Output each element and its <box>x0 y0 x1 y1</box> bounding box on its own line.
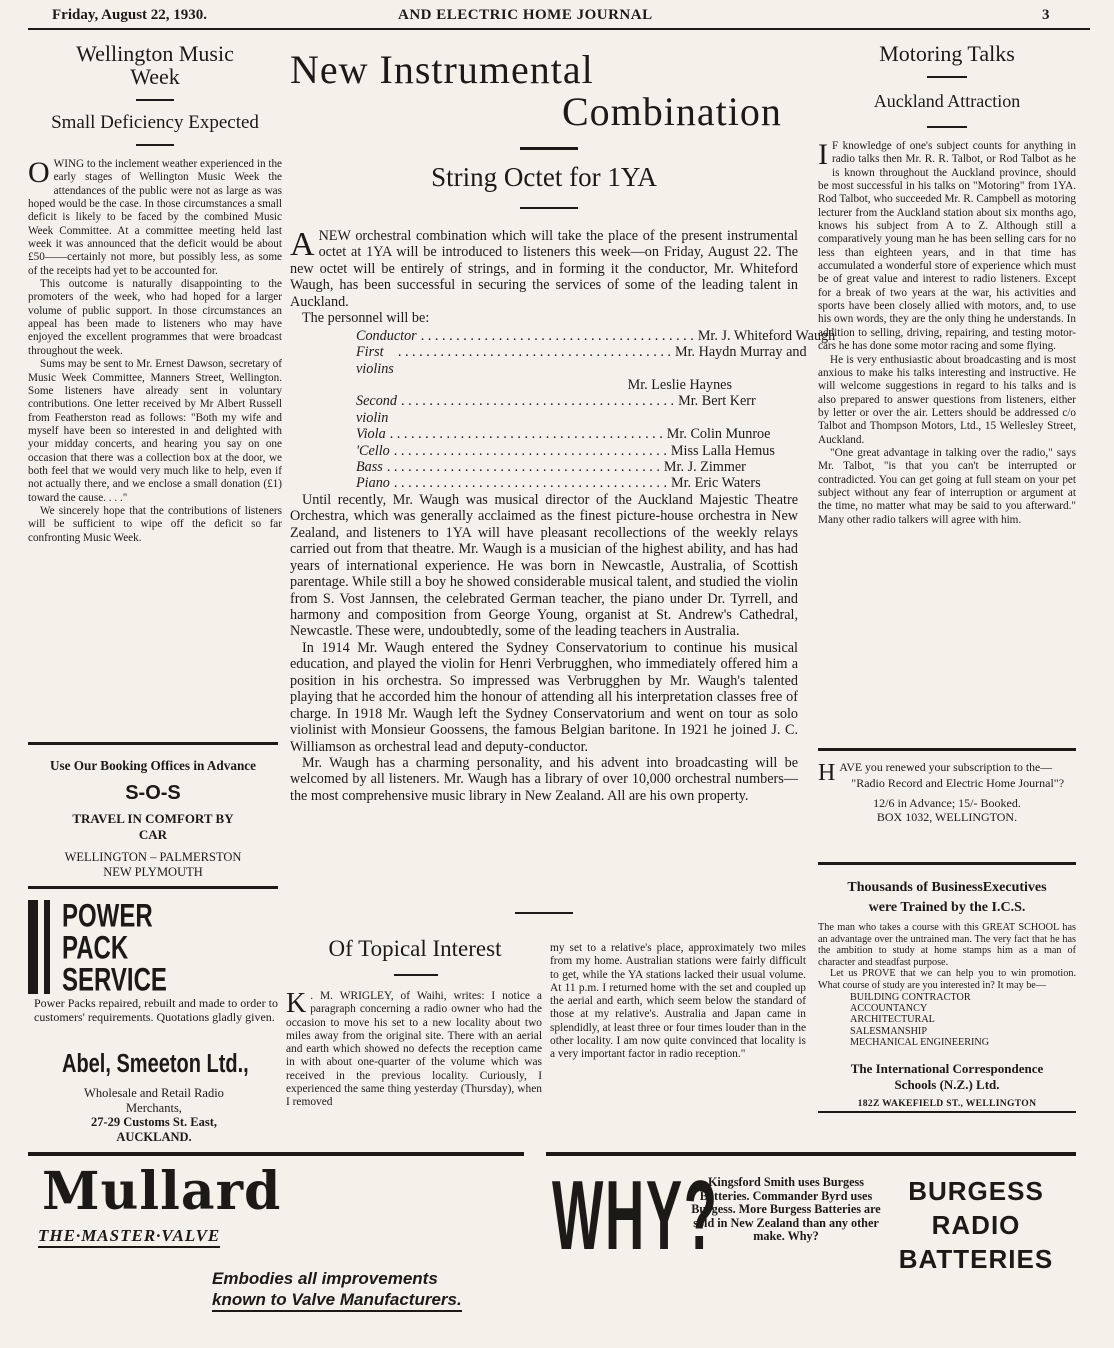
personnel-row <box>356 393 756 426</box>
power-pack-ad <box>28 900 282 1146</box>
personnel-role: Second violin <box>356 393 397 426</box>
leader-dots: . . . . . . . . . . . . . . . . . . . . . . . . . . . . . . . . . . . . . . . <box>386 458 660 475</box>
music-week-title-1: Wellington Music <box>76 41 234 66</box>
drop-cap-i: I <box>818 138 828 171</box>
burgess-text: Kingsford Smith uses Burgess Batteries. Commander Byrd uses Burgess. More Burgess Batteries are sold in New Zealand than any other make. Why? <box>691 1175 881 1244</box>
music-week-para-3: Sums may be sent to Mr. Ernest Dawson, secretary of Music Week Committee, Manners Street, Wellington. Some listeners have already sent in voluntary contributions. One letter received by Mr Albert Russell from Featherston read as follows: "Both my wife and myself have been so interested in and delighted with your midday concerts, and hearing you say on one occasion that there was a collection box at the door, we both feel that we would very much like to help, even if not actually there, and we enclose a small donation (£1) toward the cause. . . ." <box>28 358 282 504</box>
motoring-end-rule <box>818 748 1076 751</box>
ics-course-list <box>850 992 1076 1049</box>
personnel-row <box>356 426 771 443</box>
subscription-text: AVE you renewed your subscription to the— <box>839 760 1053 774</box>
mullard-brand: Mullard <box>42 1161 282 1222</box>
main-end-rule <box>515 912 573 914</box>
motoring-title: Motoring Talks <box>879 41 1015 66</box>
motoring-para-1: F knowledge of one's subject counts for anything in radio talks then Mr. R. R. Talbot, or Rod Talbot as he is known throughout the Auckland province, should be most successful in his talks on "Motoring" from 1YA. Rod Talbot, who succeeded Mr. R. Campbell as motoring lecturer from the Auckland station about six months ago, knows his subject from A to Z. Although still a comparatively young man he has been selling cars for no less than eighteen years, and in that time has accumulated a wonderful store of experience which must be of great value and interest to radio listeners. Except for a break of two years at the war, his activities and sports have been closely allied with motors, and, to use his own words, they are the only thing he understands. In addition to selling, driving, repairing, and testing motor-cars he has done some motor racing and some flying. <box>818 140 1076 353</box>
subscription-title: "Radio Record and Electric Home Journal"? <box>851 776 1065 790</box>
power-line-3: SERVICE <box>62 962 167 999</box>
leader-dots: . . . . . . . . . . . . . . . . . . . . . . . . . . . . . . . . . . . . . . . <box>393 442 667 459</box>
drop-cap-a: A <box>290 226 315 263</box>
power-ad-bar-2 <box>44 900 50 994</box>
personnel-role: First violins <box>356 344 394 377</box>
motoring-article <box>818 42 1076 527</box>
personnel-row <box>356 475 761 492</box>
leader-dots <box>356 377 628 393</box>
journal-title: AND ELECTRIC HOME JOURNAL <box>398 7 653 23</box>
topical-rule <box>394 974 438 976</box>
ics-course: BUILDING CONTRACTOR <box>850 991 971 1003</box>
power-sub-2: Merchants, <box>126 1100 182 1115</box>
burgess-brand-2: RADIO <box>931 1210 1021 1240</box>
leader-dots: . . . . . . . . . . . . . . . . . . . . . . . . . . . . . . . . . . . . . . . <box>400 393 675 410</box>
sos-travel-ad <box>28 758 278 880</box>
mullard-tag-1: Embodies all improvements <box>212 1269 438 1288</box>
topical-title: Of Topical Interest <box>328 936 502 961</box>
personnel-role: Viola <box>356 426 386 443</box>
leader-dots: . . . . . . . . . . . . . . . . . . . . . . . . . . . . . . . . . . . . . . . <box>393 475 667 492</box>
personnel-row <box>356 327 836 344</box>
personnel-intro: The personnel will be: <box>302 310 430 327</box>
leader-dots: . . . . . . . . . . . . . . . . . . . . . . . . . . . . . . . . . . . . . . . <box>420 327 694 344</box>
ics-school-1: The International Correspondence <box>850 1060 1044 1076</box>
power-line-1: POWER <box>62 898 153 935</box>
mullard-ad <box>36 1161 524 1314</box>
music-week-para-1: WING to the inclement weather experienced in the early stages of Wellington Music Week the attendances of the public were not as large as was hoped would be the case. In those circumstances a small deficit is likely to be faced by the combined Music Week Committee. At a committee meeting held last week it was announced that the deficit would be about £50——certainly not more, but possibly less, as some of the receipts had yet to be accounted for. <box>28 158 282 277</box>
drop-cap-o: O <box>28 156 50 189</box>
page-number: 3 <box>1042 7 1050 23</box>
topical-text-2: my set to a relative's place, approximately two miles from my home. Australian stations were fairly difficult to get, while the YA stations lacked their usual volume. At 11 p.m. I returned home with the set and coupled up the aerial and earth, which seem below the standard of those at my relative's. Australia and Japan came in splendidly, at least three or four times louder than in the other locality. I am now quite convinced that locality is a very important factor in radio reception." <box>550 942 806 1061</box>
power-line-2: PACK <box>62 930 129 967</box>
subscription-box: BOX 1032, WELLINGTON. <box>876 810 1018 824</box>
personnel-name: Mr. J. Zimmer <box>663 458 746 475</box>
motoring-title-rule <box>927 76 967 78</box>
personnel-role: Piano <box>356 475 390 492</box>
ics-address: 182Z WAKEFIELD ST., WELLINGTON <box>818 1097 1076 1113</box>
motoring-subtitle-rule <box>927 126 967 128</box>
leader-dots: . . . . . . . . . . . . . . . . . . . . . . . . . . . . . . . . . . . . . . . <box>397 344 671 361</box>
ics-course: MECHANICAL ENGINEERING <box>850 1037 990 1049</box>
motoring-para-3: "One great advantage in talking over the radio," says Mr. Talbot, "is that you can't be interrupted or contradicted. You can get going at full steam on your pet subject without any fear of interruption or argument at the time, no matter what may be said to you afterward." Many other radio talkers will agree with him. <box>818 446 1076 526</box>
personnel-name: Mr. Bert Kerr <box>678 393 756 410</box>
personnel-name: Mr. Eric Waters <box>671 475 761 492</box>
sos-line-1: Use Our Booking Offices in Advance <box>49 758 256 773</box>
ics-body-2: Let us PROVE that we can help you to win promotion. What course of study are you interested in? It may be— <box>818 968 1076 991</box>
leader-dots: . . . . . . . . . . . . . . . . . . . . . . . . . . . . . . . . . . . . . . . <box>389 426 663 443</box>
music-week-para-4: We sincerely hope that the contributions of listeners will be sufficient to wipe off the deficit so far confronting Music Week. <box>28 504 282 544</box>
ics-school-2: Schools (N.Z.) Ltd. <box>894 1076 1000 1092</box>
drop-cap-k: K <box>286 988 307 1019</box>
sos-line-4: WELLINGTON – PALMERSTON <box>64 850 242 864</box>
subscription-price: 12/6 in Advance; 15/- Booked. <box>873 796 1021 810</box>
topical-text-1: . M. WRIGLEY, of Waihi, writes: I notice a paragraph concerning a radio owner who had the occasion to move his set to a new locality about two miles away from the original site. There with an aerial and earth which showed no defects the reception came in with about one-quarter of the volume which was received in the previous locality. Curiously, I experienced the same thing yesterday (Thursday), when I removed <box>286 990 542 1109</box>
motoring-para-2: He is very enthusiastic about broadcasting and is most anxious to make his talks interesting and instructive. He will welcome suggestions in regard to his talks and is also prepared to answer questions from listeners, either by letter or over the air. Letters should be addressed c/o Talbot and Thompson Motors, Ltd., 15 Wellesley Street, Auckland. <box>818 353 1076 446</box>
power-ad-body: Power Packs repaired, rebuilt and made to order to customers' requirements. Quotations gladly given. <box>34 996 278 1024</box>
personnel-name: Miss Lalla Hemus <box>670 442 775 459</box>
mullard-tag-2: known to Valve Manufacturers. <box>212 1290 462 1312</box>
personnel-row <box>356 344 807 377</box>
ics-ad <box>818 878 1076 1113</box>
sos-line-5: NEW PLYMOUTH <box>103 865 203 879</box>
personnel-row <box>356 377 732 393</box>
ics-title-1: Thousands of BusinessExecutives <box>847 880 1047 895</box>
power-sub-4: AUCKLAND. <box>116 1129 192 1144</box>
main-intro: NEW orchestral combination which will take the place of the present instrumental octet at 1YA will be introduced to listeners this week—on Friday, August 22. The new octet will be entirely of strings, and in forming it the conductor, Mr. Whiteford Waugh, has been successful in securing the services of some of the leading talent in Auckland. <box>290 228 798 310</box>
subscription-rule <box>818 862 1076 865</box>
motoring-subtitle: Auckland Attraction <box>873 91 1021 111</box>
ics-title-2: were Trained by the I.C.S. <box>868 900 1026 915</box>
main-title-2: Combination <box>562 89 782 134</box>
main-title-1: New Instrumental <box>290 47 594 92</box>
main-subtitle: String Octet for 1YA <box>431 162 657 192</box>
personnel-name: Mr. Leslie Haynes <box>627 376 732 393</box>
sos-line-3: CAR <box>138 827 168 842</box>
personnel-role: Bass <box>356 458 383 475</box>
music-week-article <box>28 42 282 545</box>
main-title-rule <box>520 147 578 150</box>
ics-course: SALESMANSHIP <box>850 1025 927 1037</box>
topical-column-2 <box>550 942 806 1062</box>
mullard-top-rule <box>28 1152 524 1156</box>
power-sub-1: Wholesale and Retail Radio <box>84 1086 224 1100</box>
header-rule <box>28 28 1090 30</box>
title-rule <box>136 99 174 101</box>
personnel-name: Mr. J. Whiteford Waugh <box>697 327 836 344</box>
music-week-title-2: Week <box>130 64 180 89</box>
personnel-name: Mr. Colin Munroe <box>666 426 771 443</box>
drop-cap-h: H <box>818 760 836 786</box>
personnel-list <box>356 327 836 492</box>
personnel-role: 'Cello <box>356 442 390 459</box>
sos-bottom-rule <box>28 886 278 889</box>
burgess-why: WHY? <box>552 1160 719 1271</box>
main-para-2: Until recently, Mr. Waugh was musical director of the Auckland Majestic Theatre Orchestra, which was generally acclaimed as the finest picture-house orchestra in New Zealand, and listeners to 1YA will have pleasant recollections of the weekly relays carried out from that theatre. Mr. Waugh is a musician of the highest ability, and has had years of international experience. He was born in Newcastle, Australia, of Scottish parentage. While still a boy he showed considerable musical talent, and studied the violin from S. Vost Jannsen, the celebrated German teacher, the piano under Dr. Tyrrell, and harmony and composition from George Young, organist at St. Andrew's Cathedral, Newcastle. These were, undoubtedly, some of the leading teachers in Australia. <box>290 491 798 640</box>
power-company: Abel, Smeeton Ltd., <box>62 1050 249 1079</box>
burgess-brand-3: BATTERIES <box>898 1244 1054 1274</box>
left-column-rule <box>28 742 278 745</box>
music-week-subtitle: Small Deficiency Expected <box>51 112 259 133</box>
personnel-role: Conductor <box>356 327 417 344</box>
main-article-body <box>290 226 836 804</box>
power-ad-bar-1 <box>28 900 38 994</box>
ics-course: ARCHITECTURAL <box>850 1014 935 1026</box>
sos-brand: S-O-S <box>125 782 181 804</box>
personnel-row <box>356 458 746 475</box>
burgess-brand-1: BURGESS <box>908 1176 1044 1206</box>
sos-line-2: TRAVEL IN COMFORT BY <box>72 811 234 826</box>
personnel-row <box>356 442 775 459</box>
ics-body: The man who takes a course with this GREAT SCHOOL has an advantage over the untrained man. The very fact that he has the ambition to study at home stamps him as a man of character and steadfast purpose. <box>818 922 1076 968</box>
personnel-name: Mr. Haydn Murray and <box>674 344 807 361</box>
burgess-ad <box>552 1160 1076 1302</box>
power-sub-3: 27-29 Customs St. East, <box>90 1115 218 1129</box>
ics-course: ACCOUNTANCY <box>850 1002 928 1014</box>
subscription-notice <box>818 760 1076 824</box>
topical-column-1 <box>286 990 542 1110</box>
main-para-4: Mr. Waugh has a charming personality, and his advent into broadcasting will be welcomed by all listeners. Mr. Waugh has a library of over 10,000 orchestral numbers—the most comprehensive music library in New Zealand. All are his own property. <box>290 755 798 804</box>
main-subtitle-rule <box>520 207 578 209</box>
issue-date: Friday, August 22, 1930. <box>52 7 208 23</box>
mullard-slogan: THE·MASTER·VALVE <box>38 1226 220 1248</box>
subtitle-rule <box>136 144 174 146</box>
music-week-para-2: This outcome is naturally disappointing to the promoters of the week, who had hoped for a larger volume of public support. In those circumstances an appeal has been made to listeners who may have enjoyed the excellent programmes that were broadcast throughout the week. <box>28 278 282 357</box>
burgess-top-rule <box>546 1152 1076 1156</box>
main-para-3: In 1914 Mr. Waugh entered the Sydney Conservatorium to continue his musical education, and played the violin for Henri Verbrugghen, who immediately offered him a position in his orchestra. So impressed was Verbrugghen by Mr. Waugh's talented playing that he accorded him the honour of attending all his interpretation classes free of charge. In 1918 Mr. Waugh left the Sydney Conservatorium and went on tour as solo violinist with Monsieur Goossens, the famous Belgian baritone. In 1921 he joined J. C. Williamson as orchestral lead and deputy-conductor. <box>290 639 798 755</box>
